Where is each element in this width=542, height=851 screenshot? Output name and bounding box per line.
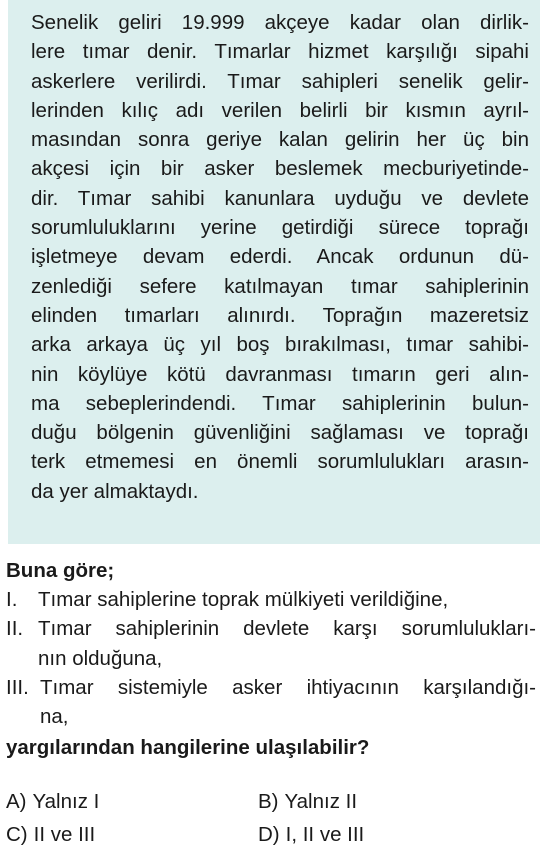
statement-numeral: I. — [6, 588, 18, 611]
passage-line: dir. Tımar sahibi kanunlara uyduğu ve devlete — [31, 186, 529, 210]
statement-line: Tımar sistemiyle asker ihtiyacının karşılandığı- — [40, 675, 536, 699]
statement-ii — [6, 614, 536, 673]
statement-i — [6, 585, 536, 614]
passage-line: lere tımar denir. Tımarlar hizmet karşılığı sipahi — [31, 40, 529, 64]
passage-line: Senelik geliri 19.999 akçeye kadar olan dirlik- — [31, 11, 529, 34]
option-text: II ve III — [33, 823, 96, 846]
passage-line: arka arkaya üç yıl boş bırakılması, tımar sahibi- — [31, 333, 529, 357]
passage-line: terk etmemesi en önemli sorumlulukları arasın- — [31, 450, 529, 474]
option-letter: B) — [258, 790, 279, 813]
option-row — [6, 818, 536, 851]
passage-line: duğu bölgenin güvenliğini sağlaması ve toprağı — [31, 421, 529, 445]
statement-text — [38, 614, 536, 673]
passage-line: nin köylüye kötü davranması tımarın geri alın- — [31, 362, 529, 386]
passage-line: askerlere verilirdi. Tımar sahipleri senelik gelir- — [31, 69, 529, 93]
passage-line: da yer almaktaydı. — [31, 479, 199, 503]
statement-text — [38, 585, 536, 614]
option-c[interactable] — [6, 818, 258, 851]
passage-line: sorumluluklarını yerine getirdiği sürece toprağı — [31, 216, 529, 240]
passage-box — [8, 0, 540, 544]
option-letter: D) — [258, 823, 280, 846]
passage-line: ma sebeplerindendi. Tımar sahiplerinin bulun- — [31, 391, 529, 415]
question-prompt: yargılarından hangilerine ulaşılabilir? — [6, 736, 370, 760]
statement-line: Tımar sahiplerinin devlete karşı sorumlulukları- — [38, 617, 536, 641]
passage-line: masından sonra geriye kalan gelirin her üç bin — [31, 128, 529, 152]
passage-line: işletmeye devam ederdi. Ancak ordunun dü- — [31, 245, 529, 269]
question-area — [6, 556, 536, 762]
option-text: I, II ve III — [285, 823, 365, 846]
passage-line: akçesi için bir asker beslemek mecburiyetinde- — [31, 157, 529, 181]
statement-iii — [6, 673, 536, 732]
statement-line: Tımar sahiplerine toprak mülkiyeti verildiğine, — [38, 588, 449, 611]
statement-numeral: II. — [6, 617, 24, 641]
option-letter: C) — [6, 823, 28, 846]
answer-options — [6, 785, 536, 851]
statement-line: na, — [40, 705, 69, 729]
option-b[interactable] — [258, 785, 510, 818]
option-a[interactable] — [6, 785, 258, 818]
option-d[interactable] — [258, 818, 510, 851]
option-text: Yalnız II — [284, 790, 358, 813]
option-letter: A) — [6, 790, 27, 813]
passage-line: zenlediği sefere katılmayan tımar sahiplerinin — [31, 274, 529, 298]
passage-line: elinden tımarları alınırdı. Toprağın mazeretsiz — [31, 303, 529, 327]
question-heading: Buna göre; — [6, 559, 115, 582]
option-row — [6, 785, 536, 818]
passage-line: lerinden kılıç adı verilen belirli bir kısmın ayrıl- — [31, 98, 529, 122]
statement-numeral: III. — [6, 675, 29, 699]
statement-text — [40, 673, 536, 732]
option-text: Yalnız I — [32, 790, 100, 813]
statement-line: nın olduğuna, — [38, 646, 163, 670]
